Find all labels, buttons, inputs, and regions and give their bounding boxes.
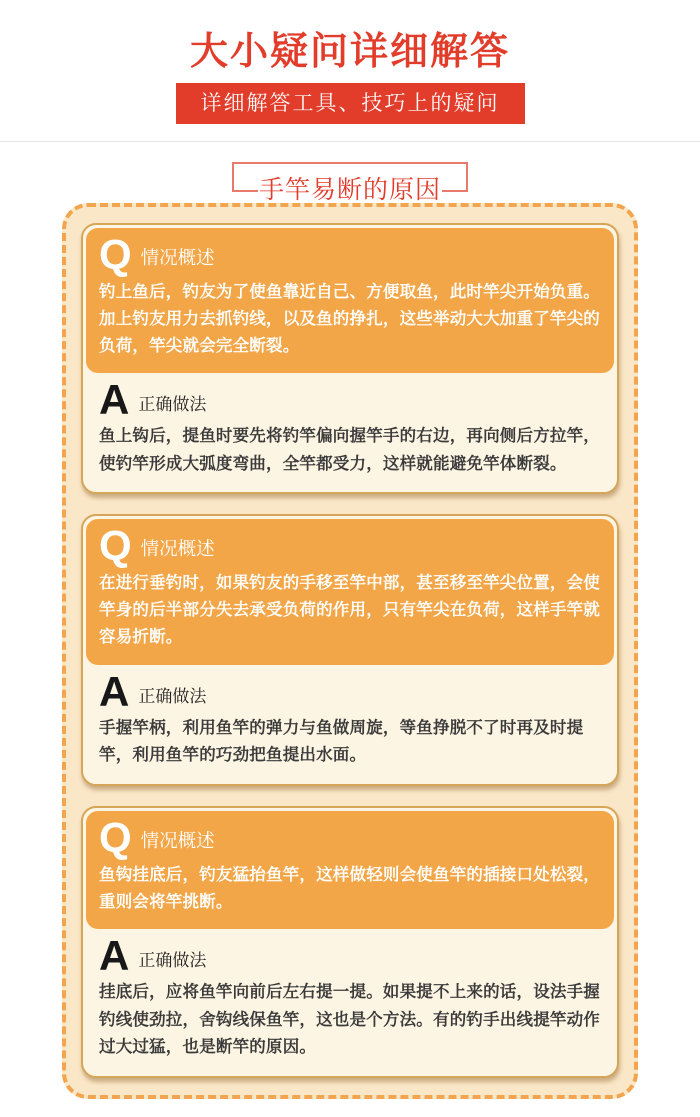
section-title: 手竿易断的原因 [258,175,442,204]
answer-header [99,932,601,980]
answer-text: 手握竿柄，利用鱼竿的弹力与鱼做周旋，等鱼挣脱不了时再及时提竿，利用鱼竿的巧劲把鱼提出水面。 [99,718,584,765]
question-text: 钓上鱼后，钓友为了使鱼靠近自己、方便取鱼，此时竿尖开始负重。加上钓友用力去抓钓线，以及鱼的挣扎，这些举动大大加重了竿尖的负荷，竿尖就会完全断裂。 [99,282,600,355]
question-header [99,813,601,861]
a-heading: 正确做法 [138,686,207,706]
q-badge: Q [99,522,132,570]
answer-header [99,667,601,715]
answer-section [83,376,617,492]
q-badge: Q [99,230,132,278]
qa-container [62,203,638,1099]
q-badge: Q [99,813,132,861]
answer-text: 鱼上钩后，提鱼时要先将钓竿偏向握竿手的右边，再向侧后方拉竿，使钓竿形成大弧度弯曲，全竿都受力，这样就能避免竿体断裂。 [99,426,600,473]
a-heading: 正确做法 [138,394,207,414]
question-header [99,522,601,570]
bracket-tick-left [232,190,258,192]
a-badge: A [99,932,130,980]
q-heading: 情况概述 [140,829,215,851]
qa-card [81,806,619,1078]
answer-text: 挂底后，应将鱼竿向前后左右提一提。如果提不上来的话，设法手握钓线使劲拉，舍钩线保鱼竿，这也是个方法。有的钓手出线提竿动作过大过猛，也是断竿的原因。 [99,983,600,1057]
answer-section [83,932,617,1076]
question-section [86,519,614,664]
subtitle-banner: 详细解答工具、技巧上的疑问 [176,83,525,124]
question-section [86,228,614,373]
question-section [86,811,614,929]
answer-header [99,375,601,423]
page-header [0,0,700,142]
section-title-bracket [232,162,468,204]
bracket-tick-right [442,190,468,192]
page-title: 大小疑问详细解答 [189,31,510,73]
a-badge: A [99,667,130,715]
q-heading: 情况概述 [140,246,215,268]
qa-card [81,223,619,495]
a-badge: A [99,375,130,423]
question-text: 鱼钩挂底后，钓友猛抬鱼竿，这样做轻则会使鱼竿的插接口处松裂，重则会将竿挑断。 [99,865,600,911]
answer-section [83,668,617,784]
question-text: 在进行垂钓时，如果钓友的手移至竿中部，甚至移至竿尖位置，会使竿身的后半部分失去承受负荷的作用，只有竿尖在负荷，这样手竿就容易折断。 [99,574,600,647]
qa-card [81,514,619,786]
question-header [99,230,601,278]
a-heading: 正确做法 [138,951,207,971]
q-heading: 情况概述 [140,538,215,560]
